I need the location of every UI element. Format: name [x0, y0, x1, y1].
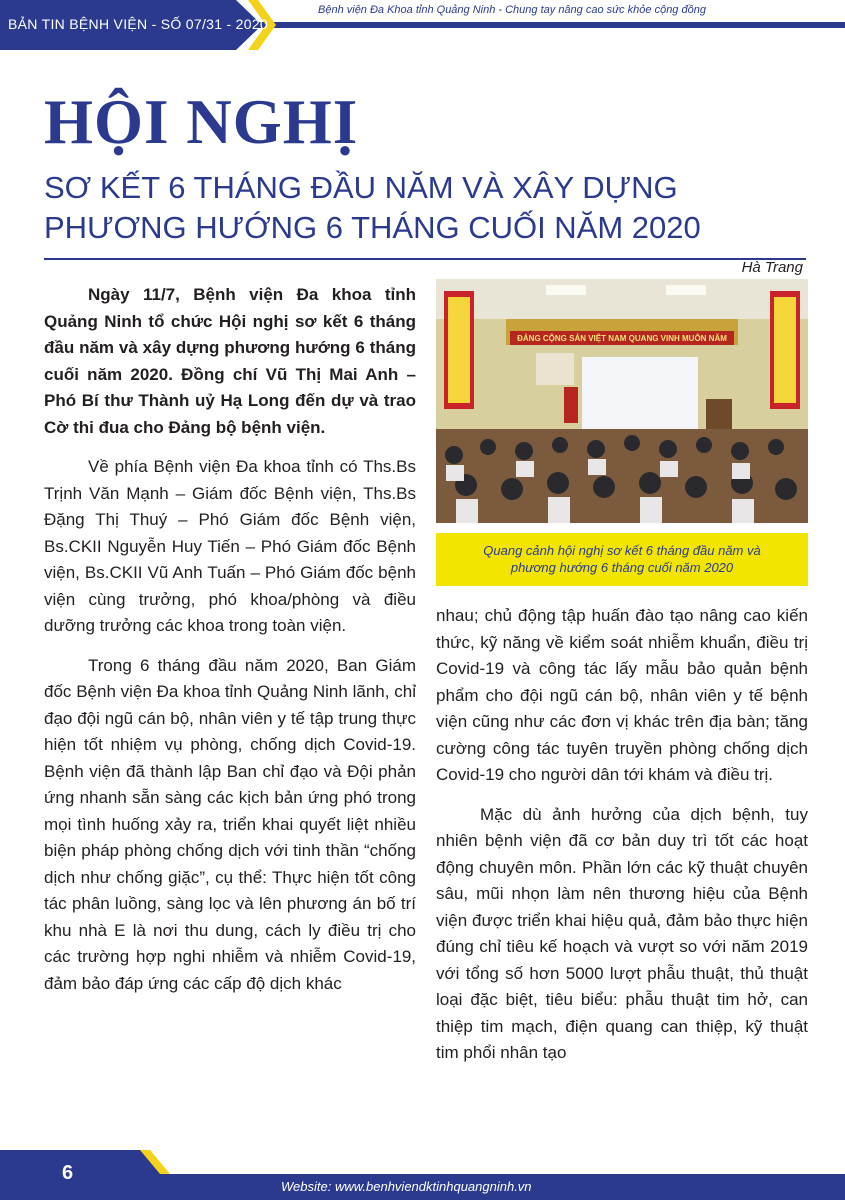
article-title: HỘI NGHỊ — [44, 87, 359, 157]
body-paragraph-3: Mặc dù ảnh hưởng của dịch bệnh, tuy nhiên bệnh viện đã cơ bản duy trì tốt các hoạt động chuyên môn. Phần lớn các kỹ thuật chuyên sâu, mũi nhọn làm nên thương hiệu của Bệnh viện được triển khai hiệu quả, đảm bảo thực hiện đúng chỉ tiêu kế hoạch và vượt so với năm 2019 với tổng số hơn 5000 lượt phẫu thuật, thủ thuật loại đặc biệt, tiêu biểu: phẫu thuật tim hở, can thiệp tim mạch, điện quang can thiệp, kỹ thuật tim phổi nhân tạo — [436, 804, 808, 1062]
hospital-tagline: Bệnh viện Đa Khoa tỉnh Quảng Ninh - Chung tay nâng cao sức khỏe cộng đồng — [318, 4, 706, 16]
lead-paragraph: Ngày 11/7, Bệnh viện Đa khoa tỉnh Quảng Ninh tổ chức Hội nghị sơ kết 6 tháng đầu năm và xây dựng phương hướng 6 tháng cuối năm 2020. Đồng chí Vũ Thị Mai Anh – Phó Bí thư Thành uỷ Hạ Long đến dự và trao Cờ thi đua cho Đảng bộ bệnh viện. — [44, 285, 416, 437]
photo-banner: ĐẢNG CỘNG SẢN VIỆT NAM QUANG VINH MUÔN NĂM — [517, 334, 727, 343]
body-paragraph-1: Về phía Bệnh viện Đa khoa tỉnh có Ths.Bs Trịnh Văn Mạnh – Giám đốc Bệnh viện, Ths.Bs Đặng Thị Thuý – Phó Giám đốc Bệnh viện, Bs.CKII Nguyễn Huy Tiến – Phó Giám đốc Bệnh viện, Bs.CKII Vũ Anh Tuấn – Phó Giám đốc bệnh viện cùng trưởng, phó khoa/phòng và điều dưỡng trưởng các khoa trong toàn viện. — [44, 457, 416, 635]
page-number: 6 — [62, 1162, 74, 1184]
body-paragraph-2: Trong 6 tháng đầu năm 2020, Ban Giám đốc Bệnh viện Đa khoa tỉnh Quảng Ninh lãnh, chỉ đạo đội ngũ cán bộ, nhân viên y tế tập trung thực hiện tốt nhiệm vụ phòng, chống dịch Covid-19. Bệnh viện đã thành lập Ban chỉ đạo và Đội phản ứng nhanh sẵn sàng các kịch bản ứng phó trong mọi tình huống xảy ra, triển khai quyết liệt nhiều biện pháp phòng chống dịch với tinh thần “chống dịch như chống giặc”, cụ thể: Thực hiện tốt công tác phân luồng, sàng lọc và lên phương án bố trí khu nhà E là nơi thu dung, cách ly điều trị cho các trường hợp nghi nhiễm và nhiễm Covid-19, đảm bảo đáp ứng các cấp độ dịch khác — [44, 655, 416, 993]
title-divider — [44, 258, 806, 260]
photo-caption-box — [436, 533, 808, 586]
body-paragraph-2-continued: nhau; chủ động tập huấn đào tạo nâng cao kiến thức, kỹ năng về kiểm soát nhiễm khuẩn, điều trị Covid-19 và công tác lấy mẫu bảo quản bệnh phẩm cho đội ngũ cán bộ, nhân viên y tế bệnh viện cũng như các đơn vị khác trên địa bàn; tăng cường công tác tuyên truyền phòng chống dịch Covid-19 cho người dân tới khám và điều trị. — [436, 606, 808, 784]
conference-photo — [436, 279, 808, 523]
article-subtitle: SƠ KẾT 6 THÁNG ĐẦU NĂM VÀ XÂY DỰNG PHƯƠNG HƯỚNG 6 THÁNG CUỐI NĂM 2020 — [44, 170, 701, 245]
left-column — [44, 282, 416, 1010]
author-byline: Hà Trang — [741, 259, 803, 276]
website-link[interactable]: Website: www.benhviendktinhquangninh.vn — [281, 1179, 532, 1194]
photo-caption: Quang cảnh hội nghị sơ kết 6 tháng đầu năm và phương hướng 6 tháng cuối năm 2020 — [483, 543, 761, 575]
bulletin-title: BẢN TIN BỆNH VIỆN - SỐ 07/31 - 2020 — [8, 16, 269, 32]
right-column — [436, 603, 808, 1080]
